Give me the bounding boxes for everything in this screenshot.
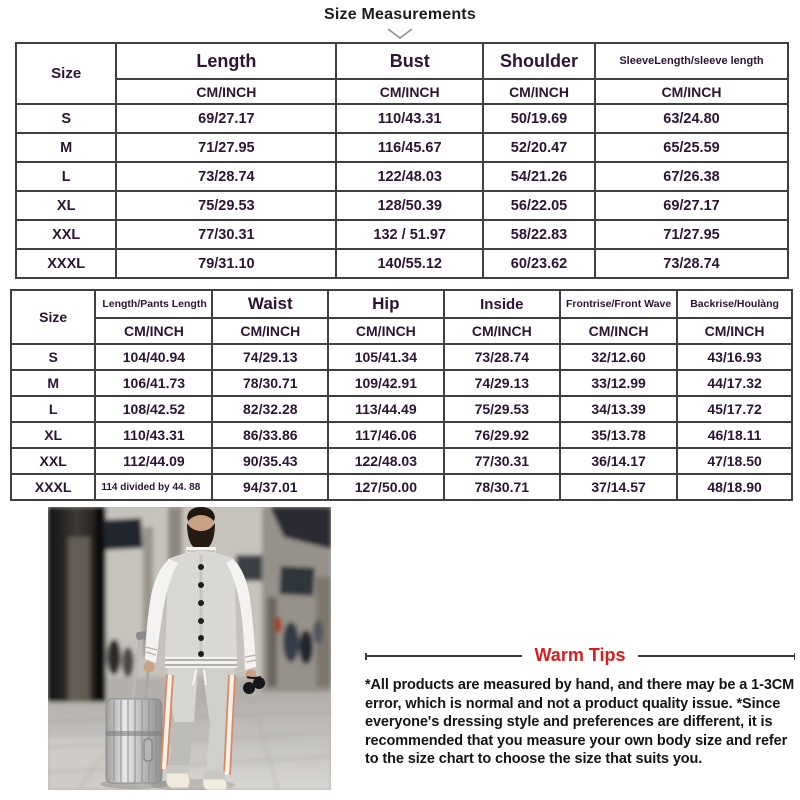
bottom-size-table-wrap	[10, 289, 793, 501]
table-row	[11, 344, 792, 370]
measurement-cell: 76/29.92	[444, 422, 560, 448]
warm-tips-header	[365, 645, 795, 666]
chevron-down-icon	[387, 28, 413, 39]
title-section	[0, 0, 800, 39]
measurement-cell: 46/18.11	[677, 422, 792, 448]
unit-header: CM/INCH	[483, 79, 595, 104]
measurement-cell: 44/17.32	[677, 370, 792, 396]
measurement-cell: 104/40.94	[95, 344, 212, 370]
table-row	[16, 249, 788, 278]
table-row	[16, 133, 788, 162]
page-title: Size Measurements	[324, 6, 476, 23]
measurement-cell: 77/30.31	[444, 448, 560, 474]
unit-header: CM/INCH	[595, 79, 788, 104]
size-cell: L	[16, 162, 116, 191]
measurement-cell: 33/12.99	[560, 370, 677, 396]
measurement-cell: 73/28.74	[444, 344, 560, 370]
size-cell: XL	[16, 191, 116, 220]
measurement-cell: 73/28.74	[595, 249, 788, 278]
unit-header: CM/INCH	[95, 318, 212, 344]
column-header-shoulder: Shoulder	[483, 43, 595, 79]
measurement-cell: 75/29.53	[116, 191, 336, 220]
measurement-cell: 35/13.78	[560, 422, 677, 448]
measurement-cell: 127/50.00	[328, 474, 444, 500]
measurement-cell: 48/18.90	[677, 474, 792, 500]
measurement-cell: 54/21.26	[483, 162, 595, 191]
measurement-cell: 90/35.43	[212, 448, 328, 474]
measurement-cell: 117/46.06	[328, 422, 444, 448]
unit-header: CM/INCH	[560, 318, 677, 344]
measurement-cell: 34/13.39	[560, 396, 677, 422]
table-row	[11, 370, 792, 396]
column-header-length: Length	[116, 43, 336, 79]
size-cell: XXXL	[11, 474, 95, 500]
warm-tips-section	[365, 507, 795, 790]
measurement-cell: 94/37.01	[212, 474, 328, 500]
unit-header: CM/INCH	[677, 318, 792, 344]
bottom-section	[48, 507, 795, 790]
measurement-cell: 71/27.95	[595, 220, 788, 249]
column-header-bust: Bust	[336, 43, 483, 79]
measurement-cell: 45/17.72	[677, 396, 792, 422]
measurement-cell: 50/19.69	[483, 104, 595, 133]
measurement-cell: 71/27.95	[116, 133, 336, 162]
measurement-cell: 128/50.39	[336, 191, 483, 220]
measurement-cell: 37/14.57	[560, 474, 677, 500]
measurement-cell: 78/30.71	[212, 370, 328, 396]
warm-tips-title: Warm Tips	[534, 645, 626, 665]
divider-line	[638, 655, 795, 657]
table-row	[11, 422, 792, 448]
size-cell: L	[11, 396, 95, 422]
unit-header: CM/INCH	[212, 318, 328, 344]
measurement-cell: 67/26.38	[595, 162, 788, 191]
measurement-cell: 69/27.17	[595, 191, 788, 220]
column-header-backrise: Backrise/Houlàng	[677, 290, 792, 318]
measurement-cell: 32/12.60	[560, 344, 677, 370]
measurement-cell: 73/28.74	[116, 162, 336, 191]
size-cell: XXL	[16, 220, 116, 249]
column-header-waist: Waist	[212, 290, 328, 318]
measurement-cell: 132 / 51.97	[336, 220, 483, 249]
measurement-cell: 108/42.52	[95, 396, 212, 422]
size-cell: M	[11, 370, 95, 396]
unit-header: CM/INCH	[336, 79, 483, 104]
size-column-header: Size	[16, 43, 116, 104]
product-photo	[48, 507, 331, 790]
measurement-cell: 36/14.17	[560, 448, 677, 474]
measurement-cell: 69/27.17	[116, 104, 336, 133]
measurement-cell: 116/45.67	[336, 133, 483, 162]
unit-header: CM/INCH	[444, 318, 560, 344]
top-size-table	[15, 42, 789, 279]
unit-header: CM/INCH	[328, 318, 444, 344]
measurement-cell: 140/55.12	[336, 249, 483, 278]
measurement-cell: 58/22.83	[483, 220, 595, 249]
table-row	[16, 104, 788, 133]
unit-header: CM/INCH	[116, 79, 336, 104]
measurement-cell: 74/29.13	[444, 370, 560, 396]
table-row	[16, 162, 788, 191]
size-cell: XXXL	[16, 249, 116, 278]
measurement-cell: 110/43.31	[95, 422, 212, 448]
divider-line	[365, 655, 522, 657]
measurement-cell: 56/22.05	[483, 191, 595, 220]
measurement-cell: 113/44.49	[328, 396, 444, 422]
table-row	[16, 220, 788, 249]
size-column-header: Size	[11, 290, 95, 344]
table-row	[11, 396, 792, 422]
measurement-cell: 77/30.31	[116, 220, 336, 249]
column-header-inside: Inside	[444, 290, 560, 318]
table-row	[11, 448, 792, 474]
measurement-cell: 105/41.34	[328, 344, 444, 370]
column-header-pants-length: Length/Pants Length	[95, 290, 212, 318]
size-cell: S	[11, 344, 95, 370]
table-row	[16, 191, 788, 220]
column-header-sleeve-length: SleeveLength/sleeve length	[595, 43, 788, 79]
measurement-cell: 74/29.13	[212, 344, 328, 370]
column-header-frontrise: Frontrise/Front Wave	[560, 290, 677, 318]
measurement-cell: 112/44.09	[95, 448, 212, 474]
warm-tips-body: *All products are measured by hand, and there may be a 1-3CM error, which is normal and not a product quality issue. *Since everyone's dressing style and preferences are different, it is recommended that you measure your own body size and refer to the size chart to choose the size that suits you.	[365, 677, 795, 768]
street-photo-illustration	[48, 507, 331, 790]
measurement-cell: 47/18.50	[677, 448, 792, 474]
size-cell: XXL	[11, 448, 95, 474]
measurement-cell: 78/30.71	[444, 474, 560, 500]
measurement-cell: 82/32.28	[212, 396, 328, 422]
measurement-cell: 86/33.86	[212, 422, 328, 448]
measurement-cell: 52/20.47	[483, 133, 595, 162]
column-header-hip: Hip	[328, 290, 444, 318]
top-size-table-wrap	[15, 42, 789, 279]
size-cell: M	[16, 133, 116, 162]
size-cell: XL	[11, 422, 95, 448]
measurement-cell: 110/43.31	[336, 104, 483, 133]
bottom-size-table	[10, 289, 793, 501]
measurement-cell: 109/42.91	[328, 370, 444, 396]
measurement-cell: 43/16.93	[677, 344, 792, 370]
measurement-cell: 60/23.62	[483, 249, 595, 278]
measurement-cell: 79/31.10	[116, 249, 336, 278]
measurement-cell: 114 divided by 44. 88	[95, 474, 212, 500]
table-row	[11, 474, 792, 500]
measurement-cell: 106/41.73	[95, 370, 212, 396]
measurement-cell: 75/29.53	[444, 396, 560, 422]
measurement-cell: 63/24.80	[595, 104, 788, 133]
size-cell: S	[16, 104, 116, 133]
measurement-cell: 122/48.03	[336, 162, 483, 191]
measurement-cell: 122/48.03	[328, 448, 444, 474]
measurement-cell: 65/25.59	[595, 133, 788, 162]
